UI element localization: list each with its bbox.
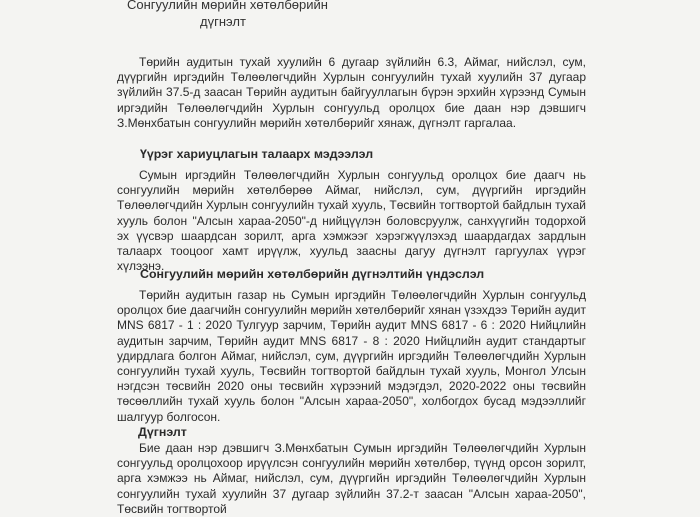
conclusion-paragraph: Бие даан нэр дэвшигч З.Мөнхбатын Сумын иргэдийн Төлөөлөгчдийн Хурлын сонгуульд оролцохоор ирүүлсэн сонгуулийн мөрийн хөтөлбөр, түүнд орсон зорилт, арга хэмжээ нь Аймаг, нийслэл, сум, дүүргийн иргэдийн Төлөөлөгчдийн Хурлын сонгуулийн тухай хуулийн 37 дугаар зүйлийн 37.2-т заасан "Алсын хараа-2050", Төсвийн тогтвортой (117, 441, 586, 516)
section-heading-responsibility: Үүрэг хариуцлагын талаарх мэдээлэл (140, 147, 374, 161)
responsibility-paragraph: Сумын иргэдийн Төлөөлөгчдийн Хурлын сонгуульд оролцох бие даагч нь сонгуулийн мөрийн хөтөлбөрөө Аймаг, нийслэл, сум, дүүргийн иргэдийн Төлөөлөгчдийн Хурлын сонгуулийн тухай хууль, Төсвийн тогтвортой байдлын тухай хууль болон "Алсын хараа-2050"-д нийцүүлэн боловсруулж, санхүүгийн тодорхой эх үүсвэр шаардсан зорилт, арга хэмжээг хэрэгжүүлэхэд шаардагдах зардлын талаарх тооцоог хамт ирүүлж, хуульд заасны дагуу дүгнэлт гаргуулах үүрэг хүлээнэ. (117, 168, 586, 274)
intro-paragraph: Төрийн аудитын тухай хуулийн 6 дугаар зүйлийн 6.3, Аймаг, нийслэл, сум, дүүргийн иргэдийн Төлөөлөгчдийн Хурлын сонгуулийн тухай хуулийн 37 дугаар зүйлийн 37.5-д заасан Төрийн аудитын байгууллагын бүрэн эрхийн хүрээнд Сумын иргэдийн Төлөөлөгчдийн Хурлын сонгуульд оролцох бие даан нэр дэвшигч З.Мөнхбатын сонгуулийн мөрийн хөтөлбөрийг хянаж, дүгнэлт гаргалаа. (117, 55, 586, 130)
section-heading-conclusion: Дүгнэлт (138, 425, 187, 439)
basis-paragraph: Төрийн аудитын газар нь Сумын иргэдийн Төлөөлөгчдийн Хурлын сонгуульд оролцох бие даагчийн сонгуулийн мөрийн хөтөлбөрийг хянан үзэхдээ Төрийн аудит MNS 6817 - 1 : 2020 Тулгуур зарчим, Төрийн аудит MNS 6817 - 6 : 2020 Нийцлийн аудитын зарчим, Төрийн аудит MNS 6817 - 8 : 2020 Нийцлийн аудит стандартыг удирдлага болгон Аймаг, нийслэл, сум, дүүргийн иргэдийн Төлөөлөгчдийн Хурлын сонгуулийн тухай хууль, Төсвийн тогтвортой байдлын тухай хууль, Монгол Улсын нэгдсэн төсвийн 2020 оны төсвийн хүрээний мэдэгдэл, 2020-2022 оны төсвийн төсөөллийн тухай хууль болон "Алсын хараа-2050", холбогдох бусад мэдээллийг шалгуур болгосон. (117, 288, 586, 424)
section-heading-basis: Сонгуулийн мөрийн хөтөлбөрийн дүгнэлтийн үндэслэл (140, 267, 485, 281)
document-title-line1: Сонгуулийн мөрийн хөтөлбөрийн (127, 0, 328, 12)
document-title-line2: дүгнэлт (200, 14, 246, 29)
